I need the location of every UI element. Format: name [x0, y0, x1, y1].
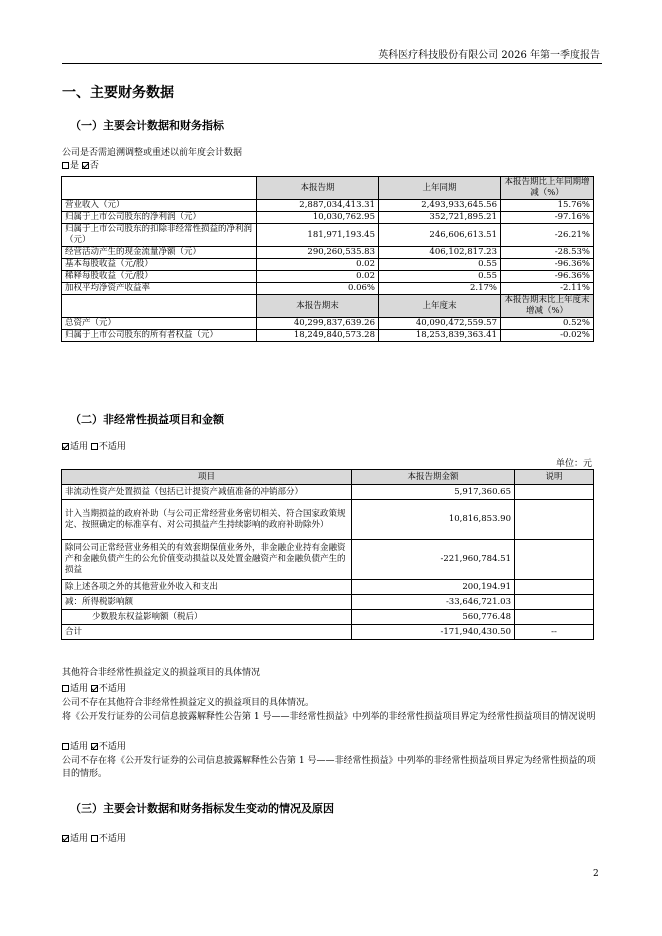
cell-prior: 246,606,613.51 [379, 224, 501, 247]
restatement-question: 公司是否需追溯调整或重述以前年度会计数据 [62, 148, 243, 158]
restatement-options [62, 160, 99, 173]
cell-remark [515, 540, 594, 580]
row-label: 减：所得税影响额 [62, 595, 352, 610]
changes-applicability [62, 833, 126, 846]
cell-change: -97.16% [501, 212, 594, 224]
checkbox-not-applicable-checked-icon[interactable] [91, 685, 98, 692]
table-row [62, 610, 594, 625]
cell-prior: 0.55 [379, 259, 501, 271]
note-other-items-applicability [62, 683, 126, 696]
cell-remark [515, 485, 594, 500]
checkbox-applicable-icon[interactable] [62, 743, 69, 750]
table-row [62, 212, 594, 224]
checkbox-not-applicable-icon[interactable] [91, 443, 98, 450]
note-reclassification-statement: 公司不存在将《公开发行证券的公司信息披露解释性公告第 1 号——非经常性损益》中列举的非经常性损益项目界定为经常性损益的项目的情形。 [62, 756, 596, 779]
table-row [62, 259, 594, 271]
cell-prior: 352,721,895.21 [379, 212, 501, 224]
cell-current: 40,299,837,639.26 [257, 318, 379, 330]
table-row [62, 580, 594, 595]
cell-prior: 0.55 [379, 271, 501, 283]
cell-prior: 406,102,817.23 [379, 247, 501, 259]
option-no-label: 否 [89, 161, 99, 171]
table-row [62, 500, 594, 540]
checkbox-applicable-icon[interactable] [62, 685, 69, 692]
applicable-label: 适用 [70, 442, 89, 452]
cell-change: -26.21% [501, 224, 594, 247]
row-label: 除同公司正常经营业务相关的有效套期保值业务外，非金融企业持有金融资产和金融负债产生的公允价值变动损益以及处置金融资产和金融负债产生的损益 [62, 540, 352, 580]
note-other-items-title: 其他符合非经常性损益定义的损益项目的具体情况 [62, 668, 261, 678]
nonrecurring-items-table [61, 469, 594, 640]
cell-remark: -- [515, 625, 594, 640]
report-header-title: 英科医疗科技股份有限公司 2026 年第一季度报告 [378, 50, 600, 61]
row-label: 非流动性资产处置损益（包括已计提资产减值准备的冲销部分） [62, 485, 352, 500]
cell-current: 181,971,193.45 [257, 224, 379, 247]
col-header-period-end: 本报告期末 [257, 295, 379, 318]
row-label: 归属于上市公司股东的净利润（元） [62, 212, 257, 224]
table-row [62, 224, 594, 247]
header-divider [62, 63, 602, 64]
cell-prior: 40,090,472,559.57 [379, 318, 501, 330]
applicable-label: 适用 [70, 834, 89, 844]
subsection-title-nonrecurring: （二）非经常性损益项目和金额 [70, 413, 224, 426]
row-label: 稀释每股收益（元/股） [62, 271, 257, 283]
cell-prior: 2,493,933,645.56 [379, 200, 501, 212]
col-header-prior-period: 上年同期 [379, 177, 501, 200]
row-label: 少数股东权益影响额（税后） [62, 610, 352, 625]
row-label: 归属于上市公司股东的扣除非经常性损益的净利润（元） [62, 224, 257, 247]
row-label: 总资产（元） [62, 318, 257, 330]
cell-remark [515, 610, 594, 625]
table-row [62, 283, 594, 295]
col-header-item: 项目 [62, 470, 352, 485]
table-row [62, 330, 594, 342]
subsection-title-changes: （三）主要会计数据和财务指标发生变动的情况及原因 [70, 802, 334, 815]
checkbox-applicable-checked-icon[interactable] [62, 835, 69, 842]
col-header-current-period: 本报告期 [257, 177, 379, 200]
cell-change: -0.02% [501, 330, 594, 342]
cell-change: 15.76% [501, 200, 594, 212]
table-header-blank [62, 177, 257, 200]
cell-prior: 2.17% [379, 283, 501, 295]
checkbox-not-applicable-icon[interactable] [91, 835, 98, 842]
row-label: 除上述各项之外的其他营业外收入和支出 [62, 580, 352, 595]
checkbox-not-applicable-checked-icon[interactable] [91, 743, 98, 750]
row-label: 经营活动产生的现金流量净额（元） [62, 247, 257, 259]
table-row [62, 271, 594, 283]
row-label: 合计 [62, 625, 352, 640]
table-row [62, 625, 594, 640]
unit-label: 单位：元 [555, 459, 592, 469]
cell-amount: -221,960,784.51 [352, 540, 515, 580]
cell-amount: -171,940,430.50 [352, 625, 515, 640]
applicable-label: 适用 [70, 742, 89, 752]
checkbox-applicable-checked-icon[interactable] [62, 443, 69, 450]
cell-current: 0.06% [257, 283, 379, 295]
cell-amount: -33,646,721.03 [352, 595, 515, 610]
row-label: 归属于上市公司股东的所有者权益（元） [62, 330, 257, 342]
row-label: 营业收入（元） [62, 200, 257, 212]
page-number: 2 [593, 869, 599, 879]
checkbox-yes-icon[interactable] [62, 162, 69, 169]
table-row [62, 540, 594, 580]
note-reclassification-applicability [62, 741, 126, 754]
table-row [62, 318, 594, 330]
subsection-title-key-data: （一）主要会计数据和财务指标 [70, 119, 224, 132]
cell-amount: 5,917,360.65 [352, 485, 515, 500]
col-header-prior-year-end: 上年度末 [379, 295, 501, 318]
option-yes-label: 是 [70, 161, 80, 171]
table-row [62, 485, 594, 500]
col-header-yoy-change: 本报告期比上年同期增减（%） [501, 177, 594, 200]
not-applicable-label: 不适用 [98, 742, 126, 752]
key-financial-data-table [61, 176, 594, 342]
cell-current: 18,249,840,573.28 [257, 330, 379, 342]
cell-current: 290,260,535.83 [257, 247, 379, 259]
table-row [62, 247, 594, 259]
cell-amount: 560,776.48 [352, 610, 515, 625]
row-label: 计入当期损益的政府补助（与公司正常经营业务密切相关、符合国家政策规定、按照确定的标准享有、对公司损益产生持续影响的政府补助除外） [62, 500, 352, 540]
table-header-blank [62, 295, 257, 318]
table-row [62, 200, 594, 212]
row-label: 加权平均净资产收益率 [62, 283, 257, 295]
cell-remark [515, 580, 594, 595]
col-header-remark: 说明 [515, 470, 594, 485]
nonrecurring-applicability [62, 441, 126, 454]
note-other-items-statement: 公司不存在其他符合非经常性损益定义的损益项目的具体情况。 [62, 698, 315, 708]
note-reclassification-title: 将《公开发行证券的公司信息披露解释性公告第 1 号——非经常性损益》中列举的非经常性损益项目界定为经常性损益项目的情况说明 [62, 712, 596, 722]
col-header-change-vs-year-end: 本报告期末比上年度末增减（%） [501, 295, 594, 318]
cell-remark [515, 500, 594, 540]
col-header-amount: 本报告期金额 [352, 470, 515, 485]
checkbox-no-checked-icon[interactable] [82, 162, 89, 169]
cell-change: 0.52% [501, 318, 594, 330]
cell-current: 2,887,034,413.31 [257, 200, 379, 212]
not-applicable-label: 不适用 [98, 684, 126, 694]
cell-amount: 10,816,853.90 [352, 500, 515, 540]
applicable-label: 适用 [70, 684, 89, 694]
cell-current: 0.02 [257, 271, 379, 283]
row-label: 基本每股收益（元/股） [62, 259, 257, 271]
section-title-financial-data: 一、主要财务数据 [62, 85, 174, 101]
cell-change: -96.36% [501, 271, 594, 283]
cell-change: -96.36% [501, 259, 594, 271]
cell-change: -2.11% [501, 283, 594, 295]
cell-change: -28.53% [501, 247, 594, 259]
cell-current: 10,030,762.95 [257, 212, 379, 224]
table-row [62, 595, 594, 610]
not-applicable-label: 不适用 [98, 442, 126, 452]
cell-amount: 200,194.91 [352, 580, 515, 595]
cell-current: 0.02 [257, 259, 379, 271]
cell-prior: 18,253,839,363.41 [379, 330, 501, 342]
not-applicable-label: 不适用 [98, 834, 126, 844]
cell-remark [515, 595, 594, 610]
